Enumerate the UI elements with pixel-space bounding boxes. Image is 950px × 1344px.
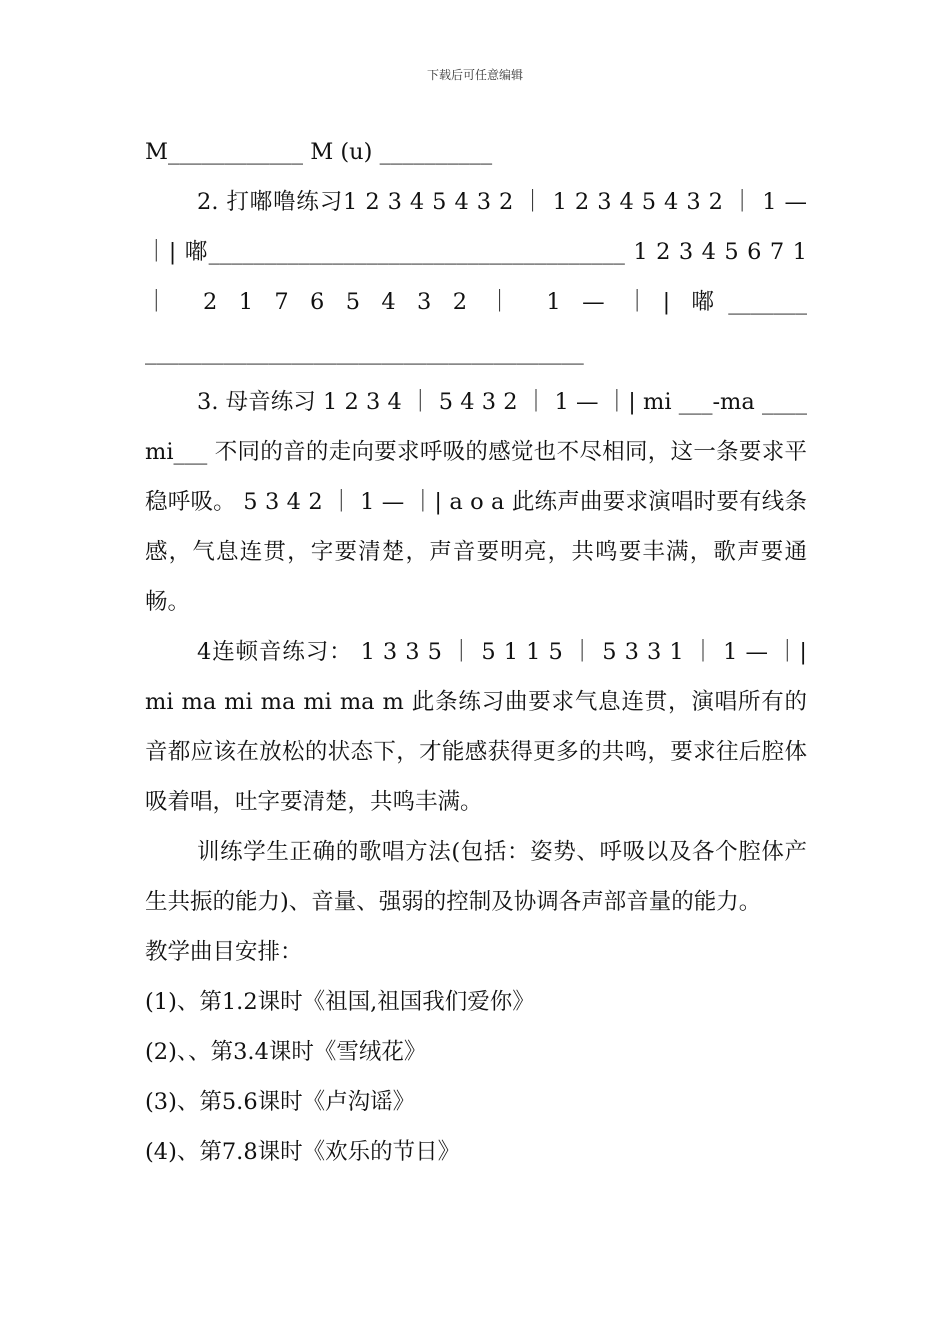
schedule-item: (3)、第5.6课时《卢沟谣》 [145, 1089, 416, 1115]
exercise-4-paragraph: 4连顿音练习： 1 3 3 5 ｜ 5 1 1 5 ｜ 5 3 3 1 ｜ 1 — ｜| mi ma mi ma mi ma m 此条练习曲要求气息连贯，演唱所有的音都应该在放松的状态下，才能感获得更多的共鸣，要求往后腔体吸着唱，吐字要清楚，共鸣丰满。 [145, 639, 807, 815]
exercise-2-paragraph: 2. 打嘟噜练习1 2 3 4 5 4 3 2 ｜ 1 2 3 4 5 4 3 2 ｜ 1 — ｜| 嘟_____________________________________ 1 2 3 4 5 6 7 1 ｜ 2 1 7 6 5 4 3 2 ｜ 1 — ｜| 嘟_______ [145, 189, 807, 315]
document-body [145, 127, 807, 1177]
m-line: M____________ M (u) __________ [145, 139, 493, 165]
schedule-item: (1)、第1.2课时《祖国,祖国我们爱你》 [145, 989, 535, 1015]
schedule-title: 教学曲目安排： [145, 939, 303, 965]
schedule-item: (4)、第7.8课时《欢乐的节日》 [145, 1139, 461, 1165]
page-header: 下载后可任意编辑 [426, 68, 523, 82]
exercise-2-underline: _______________________________________ [145, 339, 584, 365]
schedule-item: (2)、、第3.4课时《雪绒花》 [145, 1039, 427, 1065]
exercise-3-paragraph: 3. 母音练习 1 2 3 4 ｜ 5 4 3 2 ｜ 1 — ｜| mi ___-ma ____ mi___ 不同的音的走向要求呼吸的感觉也不尽相同，这一条要求平稳呼吸。 5 3 4 2 ｜ 1 — ｜| a o a 此练声曲要求演唱时要有线条感，气息连贯，字要清楚，声音要明亮，共鸣要丰满，歌声要通畅。 [145, 389, 807, 615]
training-paragraph: 训练学生正确的歌唱方法(包括：姿势、呼吸以及各个腔体产生共振的能力)、音量、强弱的控制及协调各声部音量的能力。 [145, 839, 807, 915]
